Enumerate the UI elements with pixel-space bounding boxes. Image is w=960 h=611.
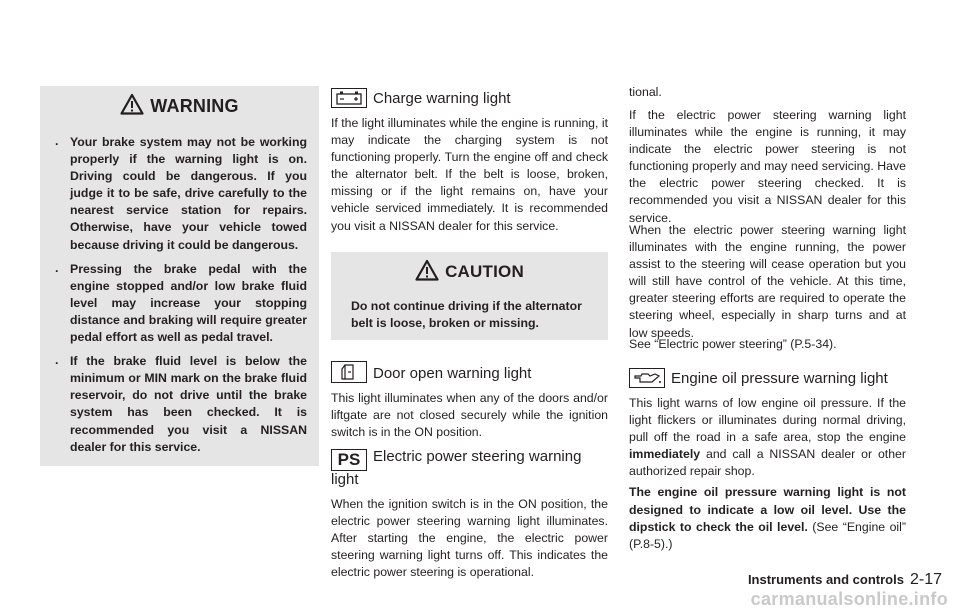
oil-note-bold: The engine oil pressure warning light is not designed to indicate a low oil level. Use the dipstick to check the oil level.	[629, 485, 906, 534]
caution-box	[331, 252, 608, 340]
warning-item-1: . Your brake system may not be working properly if the warning light is on. Driving could be dangerous. If you judge it to be safe, drive carefully to the nearest service station for repairs. Otherwise, have your vehicle towed because driving it could be dangerous.	[49, 134, 307, 254]
warning-title: WARNING	[150, 95, 239, 116]
caution-triangle-icon	[415, 259, 439, 286]
charge-heading	[331, 88, 608, 108]
warning-list	[40, 126, 319, 456]
warning-header	[40, 86, 319, 126]
oil-note	[629, 484, 906, 552]
oil-body-b: and call a NISSAN dealer or other authorized repair shop.	[629, 447, 906, 479]
oil-can-icon	[629, 368, 665, 388]
page-number: 2-17	[909, 571, 942, 588]
power-steering-icon-text: PS	[337, 450, 361, 469]
eps-title: Electric power steering warning light	[331, 448, 582, 488]
eps-para-3: When the electric power steering warning light illuminates with the engine running, the power assist to the steering will cease operation but you will still have control of the vehicle. At this time, greater steering efforts are required to operate the steering wheel, especially in sharp turns and at low speeds.	[629, 223, 906, 340]
oil-title: Engine oil pressure warning light	[671, 370, 888, 387]
eps-heading	[331, 448, 608, 489]
charge-title: Charge warning light	[373, 90, 511, 107]
oil-note-ref: (See “Engine oil” (P.8-5).)	[629, 519, 906, 551]
oil-heading	[629, 368, 906, 388]
door-body: This light illuminates when any of the doors and/or liftgate are not closed securely while the ignition switch is in the ON position.	[331, 391, 608, 440]
oil-body-immediately: immediately	[629, 447, 701, 462]
caution-title: CAUTION	[445, 262, 524, 281]
warning-item-2: . Pressing the brake pedal with the engine stopped and/or low brake fluid level may increase your stopping distance and braking will require greater pedal effort as well as pedal travel.	[49, 261, 307, 346]
page-footer	[748, 571, 942, 589]
oil-body-a: This light warns of low engine oil pressure. If the light flickers or illuminates during normal driving, pull off the road in a safe area, stop the engine	[629, 396, 906, 445]
charge-body: If the light illuminates while the engine is running, it may indicate the charging system is not functioning properly. Turn the engine off and check the alternator belt. If the belt is loose, broken, missing or if the light remains on, have your vehicle serviced immediately. It is recommended you visit a NISSAN dealer for this service.	[331, 116, 608, 233]
section-title: Instruments and controls	[747, 572, 904, 587]
warning-box	[40, 86, 319, 466]
eps-para-2: If the electric power steering warning light illuminates while the engine is running, it may indicate the electric power steering is not functioning properly and may need servicing. Have the electric power steering checked. It is recommended you visit a NISSAN dealer for this service.	[629, 108, 906, 225]
door-title: Door open warning light	[373, 365, 532, 382]
warning-triangle-icon	[120, 93, 144, 120]
battery-icon	[331, 88, 367, 108]
caution-header	[331, 252, 608, 292]
eps-see-reference: See “Electric power steering” (P.5-34).	[629, 337, 837, 351]
eps-body: When the ignition switch is in the ON position, the electric power steering warning light illuminates. After starting the engine, the electric power steering warning light turns off. This indicates the electric power steering is operational.	[331, 497, 608, 580]
door-open-icon	[331, 361, 367, 383]
power-steering-icon	[331, 449, 367, 471]
caution-body: Do not continue driving if the alternator belt is loose, broken or missing.	[351, 299, 582, 331]
oil-body	[629, 395, 906, 480]
door-heading	[331, 361, 608, 383]
warning-item-3: . If the brake fluid level is below the minimum or MIN mark on the brake fluid reservoir, do not drive until the brake system has been checked. It is recommended you visit a NISSAN dealer for this service.	[49, 353, 307, 456]
watermark: carmanualsonline.info	[750, 589, 948, 609]
eps-para-continued: tional.	[629, 85, 662, 99]
